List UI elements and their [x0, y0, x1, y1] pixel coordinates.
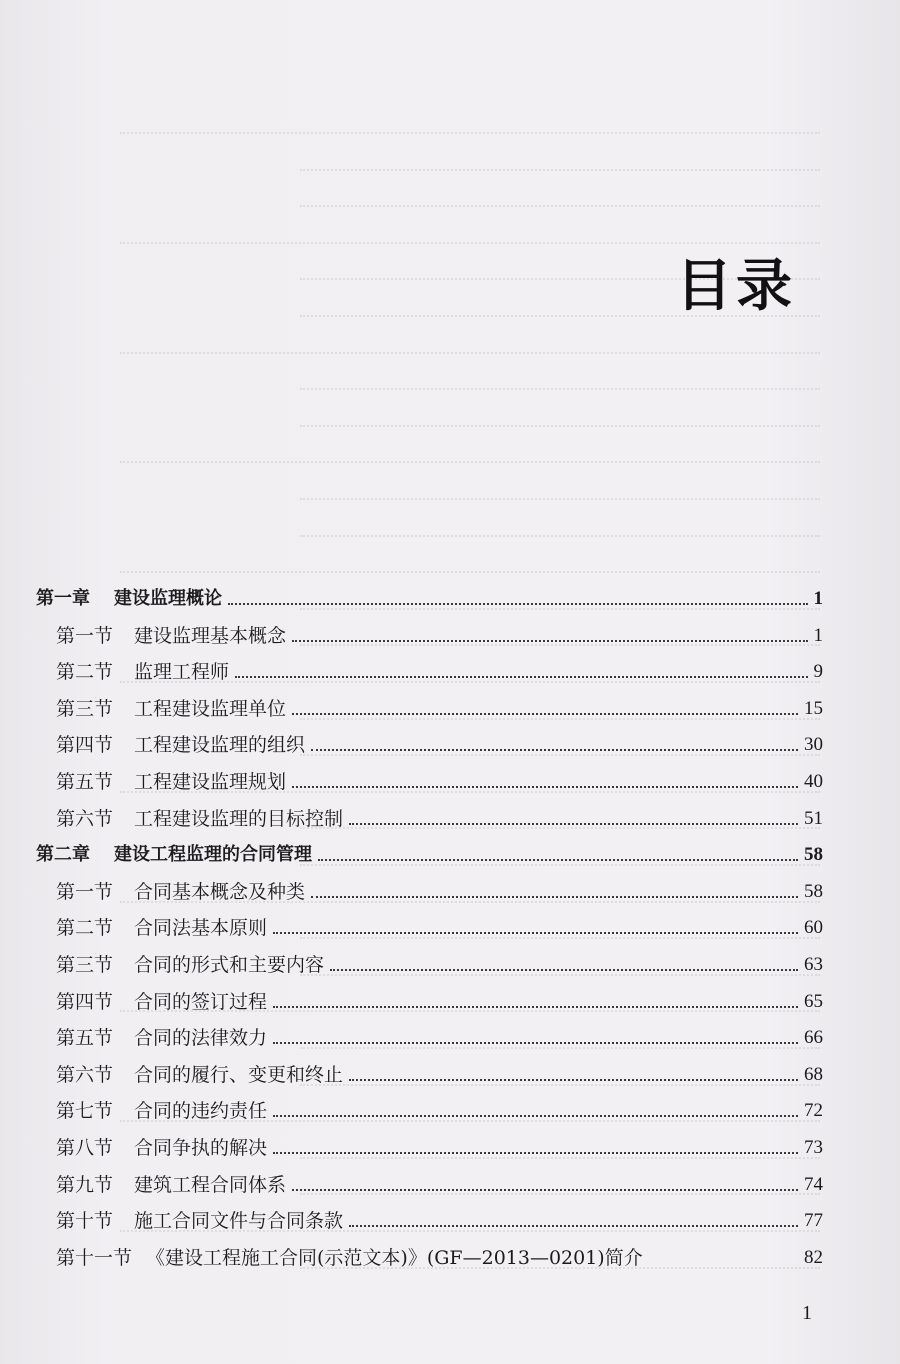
toc-entry-number: 第三节 [56, 698, 114, 720]
dot-leader [273, 932, 798, 934]
toc-entry-title: 工程建设监理单位 [134, 698, 287, 720]
toc-entry-number: 第一章 [36, 588, 90, 609]
toc-entry-title: 合同的形式和主要内容 [134, 954, 325, 976]
toc-entry-page: 82 [804, 1247, 823, 1268]
toc-entry-title: 施工合同文件与合同条款 [134, 1210, 344, 1232]
toc-entry-title: 建设监理概论 [114, 588, 222, 609]
toc-section-entry [56, 617, 823, 647]
toc-section-entry [56, 1019, 823, 1049]
dot-leader [349, 1079, 798, 1081]
toc-section-entry [56, 1056, 823, 1086]
toc-section-entry [56, 1092, 823, 1122]
toc-entry-label [56, 1137, 267, 1159]
toc-entry-label [56, 1247, 643, 1269]
dot-leader [292, 640, 807, 642]
toc-entry-label [56, 954, 324, 976]
toc-section-entry [56, 983, 823, 1013]
toc-entry-label [56, 1027, 267, 1049]
toc-entry-title: 合同的法律效力 [134, 1027, 268, 1049]
toc-entry-title: 监理工程师 [134, 661, 230, 683]
toc-entry-label [56, 1174, 286, 1196]
toc-entry-page: 1 [813, 588, 823, 609]
toc-entry-title: 工程建设监理的组织 [134, 734, 306, 756]
toc-entry-title: 合同的履行、变更和终止 [134, 1064, 344, 1086]
toc-entry-label [56, 625, 286, 647]
toc-entry-number: 第四节 [56, 991, 114, 1013]
toc-entry-number: 第一节 [56, 881, 114, 903]
toc-chapter-entry [36, 580, 823, 610]
toc-entry-page: 65 [804, 991, 823, 1012]
toc-entry-page: 30 [804, 734, 823, 755]
toc-entry-label [56, 1064, 343, 1086]
dot-leader [330, 969, 798, 971]
toc-section-entry [56, 763, 823, 793]
toc-entry-label [56, 808, 343, 830]
toc-section-entry [56, 909, 823, 939]
toc-section-entry [56, 946, 823, 976]
toc-entry-number: 第一节 [56, 625, 114, 647]
toc-entry-number: 第十一节 [56, 1247, 133, 1269]
toc-section-entry [56, 653, 823, 683]
toc-entry-label [56, 881, 305, 903]
toc-entry-title: 建设工程监理的合同管理 [114, 844, 312, 865]
toc-entry-label [56, 771, 286, 793]
toc-entry-page: 72 [804, 1100, 823, 1121]
toc-entry-label [56, 917, 267, 939]
toc-entry-page: 74 [804, 1174, 823, 1195]
dot-leader [273, 1042, 798, 1044]
toc-entry-page: 9 [813, 661, 823, 682]
dot-leader [311, 749, 798, 751]
toc-entry-page: 40 [804, 771, 823, 792]
toc-entry-page: 66 [804, 1027, 823, 1048]
dot-leader [349, 823, 798, 825]
toc-entry-number: 第八节 [56, 1137, 114, 1159]
toc-entry-label [56, 698, 286, 720]
toc-entry-page: 68 [804, 1064, 823, 1085]
toc-entry-title: 《建设工程施工合同(示范文本)》(GF—2013—0201)简介 [146, 1247, 643, 1269]
toc-entry-page: 1 [813, 625, 823, 646]
toc-entry-label [36, 588, 222, 610]
toc-entry-label [56, 661, 229, 683]
dot-leader [273, 1152, 798, 1154]
toc-entry-number: 第七节 [56, 1100, 114, 1122]
dot-leader [311, 896, 798, 898]
toc-entry-label [56, 1100, 267, 1122]
toc-entry-page: 60 [804, 917, 823, 938]
toc-entry-label [56, 991, 267, 1013]
toc-entry-number: 第二节 [56, 917, 114, 939]
toc-section-entry [56, 800, 823, 830]
toc-entry-page: 15 [804, 698, 823, 719]
toc-entry-number: 第五节 [56, 1027, 114, 1049]
dot-leader [292, 1189, 798, 1191]
dot-leader [349, 1225, 798, 1227]
toc-entry-title: 合同法基本原则 [134, 917, 268, 939]
toc-entry-label [36, 844, 312, 866]
toc-entry-title: 合同的签订过程 [134, 991, 268, 1013]
toc-entry-number: 第二节 [56, 661, 114, 683]
toc-entry-number: 第十节 [56, 1210, 114, 1232]
toc-section-entry [56, 873, 823, 903]
toc-entry-label [56, 1210, 343, 1232]
toc-chapter-entry [36, 836, 823, 866]
toc-entry-label [56, 734, 305, 756]
toc-entry-number: 第四节 [56, 734, 114, 756]
toc-entry-title: 建筑工程合同体系 [134, 1174, 287, 1196]
toc-entry-page: 51 [804, 808, 823, 829]
toc-entry-number: 第六节 [56, 1064, 114, 1086]
dot-leader [292, 786, 798, 788]
dot-leader [273, 1006, 798, 1008]
toc-entry-page: 63 [804, 954, 823, 975]
toc-section-entry [56, 690, 823, 720]
toc-entry-number: 第三节 [56, 954, 114, 976]
toc-section-entry [56, 1129, 823, 1159]
toc-entry-number: 第九节 [56, 1174, 114, 1196]
toc-entry-title: 合同基本概念及种类 [134, 881, 306, 903]
dot-leader [273, 1115, 798, 1117]
toc-entry-number: 第六节 [56, 808, 114, 830]
page-title: 目录 [676, 253, 796, 319]
toc-entry-page: 58 [804, 844, 823, 865]
toc-entry-page: 77 [804, 1210, 823, 1231]
toc-entry-title: 工程建设监理规划 [134, 771, 287, 793]
dot-leader [228, 603, 808, 605]
toc-section-entry [56, 1239, 823, 1269]
toc-entry-title: 合同的违约责任 [134, 1100, 268, 1122]
dot-leader [235, 676, 807, 678]
toc-entry-title: 工程建设监理的目标控制 [134, 808, 344, 830]
toc-entry-title: 合同争执的解决 [134, 1137, 268, 1159]
toc-entry-page: 73 [804, 1137, 823, 1158]
toc-entry-number: 第五节 [56, 771, 114, 793]
toc-entry-page: 58 [804, 881, 823, 902]
toc-section-entry [56, 726, 823, 756]
toc-entry-number: 第二章 [36, 844, 90, 865]
toc-section-entry [56, 1202, 823, 1232]
page-number: 1 [802, 1302, 812, 1324]
toc-entry-title: 建设监理基本概念 [134, 625, 287, 647]
toc-section-entry [56, 1166, 823, 1196]
dot-leader [292, 713, 798, 715]
dot-leader [318, 859, 798, 861]
